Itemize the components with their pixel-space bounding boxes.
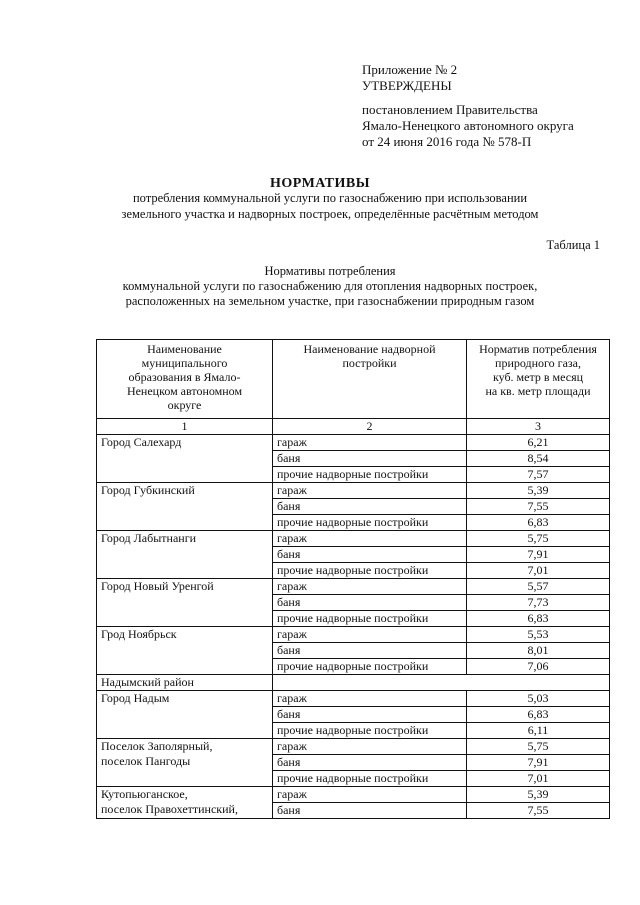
table-row: [97, 579, 610, 595]
norm-value-cell: 6,83: [467, 515, 610, 531]
building-type-cell: прочие надворные постройки: [273, 515, 467, 531]
norm-value-cell: 7,06: [467, 659, 610, 675]
building-type-cell: гараж: [273, 435, 467, 451]
building-type-cell: гараж: [273, 483, 467, 499]
municipality-name: Поселок Заполярный,: [101, 739, 213, 753]
municipality-cell: [97, 435, 273, 483]
column-number-row: [97, 419, 610, 435]
municipality-cell: [97, 691, 273, 739]
building-type-cell: баня: [273, 803, 467, 819]
building-type-cell: прочие надворные постройки: [273, 723, 467, 739]
document-title: НОРМАТИВЫ: [270, 176, 370, 191]
section-empty-cell: [273, 675, 610, 691]
table-row: [97, 531, 610, 547]
header-building: Наименование надворной постройки: [273, 340, 467, 419]
column-number: 1: [97, 419, 273, 435]
decree-line-3: от 24 июня 2016 года № 578-П: [362, 134, 532, 149]
building-type-cell: баня: [273, 595, 467, 611]
municipality-name: Город Салехард: [101, 435, 182, 449]
norm-value-cell: 6,83: [467, 707, 610, 723]
table-row: [97, 627, 610, 643]
norm-value-cell: 5,03: [467, 691, 610, 707]
municipality-name: Город Губкинский: [101, 483, 195, 497]
norm-value-cell: 6,21: [467, 435, 610, 451]
municipality-cell: [97, 627, 273, 675]
norm-value-cell: 8,54: [467, 451, 610, 467]
table-row: [97, 787, 610, 803]
building-type-cell: баня: [273, 547, 467, 563]
municipality-name: Город Новый Уренгой: [101, 579, 214, 593]
norm-value-cell: 7,55: [467, 803, 610, 819]
header-norm: Норматив потребления природного газа, куб. метр в месяц на кв. метр площади: [467, 340, 610, 419]
appendix-number: Приложение № 2: [362, 62, 458, 77]
municipality-cell: [97, 579, 273, 627]
table-row: [97, 691, 610, 707]
header-municipality: Наименование муниципального образования в Ямало- Ненецком автономном округе: [97, 340, 273, 419]
table-number: Таблица 1: [546, 238, 600, 252]
approved-label: УТВЕРЖДЕНЫ: [362, 78, 452, 93]
norm-value-cell: 7,91: [467, 547, 610, 563]
norm-value-cell: 7,73: [467, 595, 610, 611]
building-type-cell: прочие надворные постройки: [273, 659, 467, 675]
building-type-cell: прочие надворные постройки: [273, 771, 467, 787]
municipality-name: поселок Правохеттинский,: [101, 802, 238, 816]
caption-line-2: коммунальной услуги по газоснабжению для отопления надворных построек,: [122, 279, 538, 293]
decree-line-1: постановлением Правительства: [362, 102, 538, 117]
municipality-name: Грод Ноябрьск: [101, 627, 177, 641]
building-type-cell: баня: [273, 707, 467, 723]
norm-value-cell: 7,01: [467, 563, 610, 579]
norm-value-cell: 5,39: [467, 787, 610, 803]
norm-value-cell: 5,75: [467, 739, 610, 755]
appendix-block: [362, 62, 574, 150]
norm-value-cell: 6,83: [467, 611, 610, 627]
table-header-row: [97, 340, 610, 419]
norm-value-cell: 8,01: [467, 643, 610, 659]
column-number: 2: [273, 419, 467, 435]
subtitle-line-1: потребления коммунальной услуги по газоснабжению при использовании: [132, 191, 528, 205]
norm-value-cell: 5,57: [467, 579, 610, 595]
table-row: [97, 483, 610, 499]
building-type-cell: прочие надворные постройки: [273, 563, 467, 579]
municipality-name: Кутопьюганское,: [101, 787, 188, 801]
municipality-cell: [97, 531, 273, 579]
municipality-cell: [97, 739, 273, 787]
norm-value-cell: 5,53: [467, 627, 610, 643]
norm-value-cell: 6,11: [467, 723, 610, 739]
column-number: 3: [467, 419, 610, 435]
municipality-name: Город Надым: [101, 691, 170, 705]
caption-line-1: Нормативы потребления: [264, 264, 396, 278]
municipality-cell: [97, 787, 273, 819]
building-type-cell: гараж: [273, 579, 467, 595]
building-type-cell: прочие надворные постройки: [273, 467, 467, 483]
building-type-cell: прочие надворные постройки: [273, 611, 467, 627]
section-label: Надымский район: [97, 675, 273, 691]
decree-line-2: Ямало-Ненецкого автономного округа: [362, 118, 574, 133]
municipality-name: Город Лабытнанги: [101, 531, 197, 545]
norms-table: [96, 339, 610, 819]
building-type-cell: гараж: [273, 739, 467, 755]
caption-line-3: расположенных на земельном участке, при газоснабжении природным газом: [125, 294, 535, 308]
norm-value-cell: 7,57: [467, 467, 610, 483]
norm-value-cell: 7,55: [467, 499, 610, 515]
subtitle-line-2: земельного участка и надворных построек, определённые расчётным методом: [121, 207, 539, 221]
norm-value-cell: 7,91: [467, 755, 610, 771]
norm-value-cell: 5,39: [467, 483, 610, 499]
building-type-cell: баня: [273, 755, 467, 771]
building-type-cell: гараж: [273, 627, 467, 643]
document-subtitle: [60, 190, 600, 222]
norm-value-cell: 5,75: [467, 531, 610, 547]
norm-value-cell: 7,01: [467, 771, 610, 787]
building-type-cell: гараж: [273, 691, 467, 707]
section-row: [97, 675, 610, 691]
building-type-cell: гараж: [273, 531, 467, 547]
table-row: [97, 435, 610, 451]
building-type-cell: гараж: [273, 787, 467, 803]
table-caption: [60, 264, 600, 309]
municipality-name: поселок Пангоды: [101, 754, 191, 768]
building-type-cell: баня: [273, 499, 467, 515]
building-type-cell: баня: [273, 643, 467, 659]
building-type-cell: баня: [273, 451, 467, 467]
municipality-cell: [97, 483, 273, 531]
table-row: [97, 739, 610, 755]
